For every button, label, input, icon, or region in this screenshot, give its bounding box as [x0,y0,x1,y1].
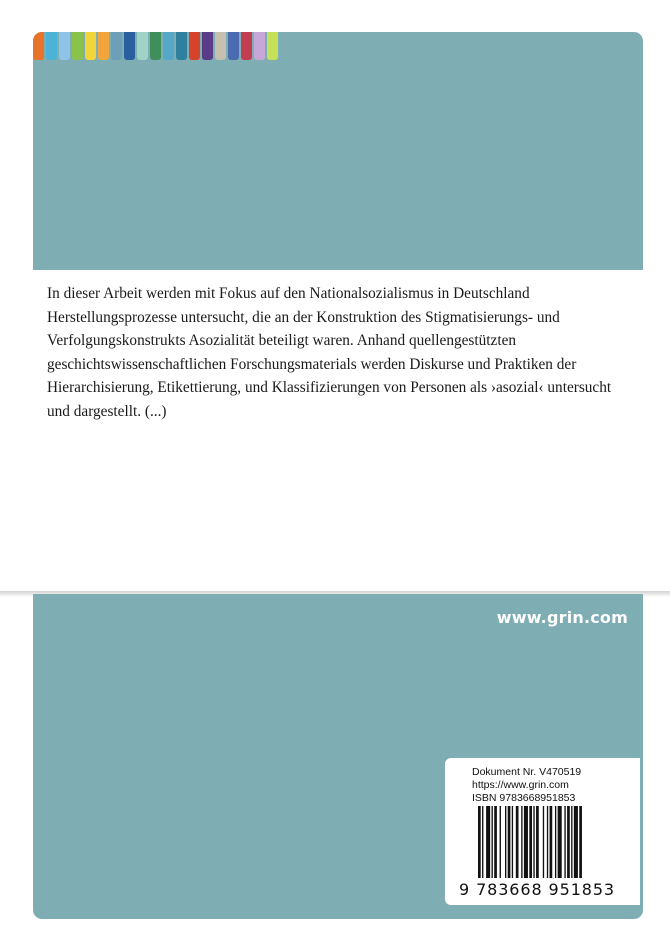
isbn-barcode [478,806,630,878]
document-number: Dokument Nr. V470519 [472,766,582,778]
spine-color-tab [85,32,96,60]
back-cover-blurb: In dieser Arbeit werden mit Fokus auf den Nationalsozialismus in Deutschland Herstellungsprozesse untersucht, die an der Konstruktion des Stigmatisierungs- und Verfolgungskonstrukts Asozialität beteiligt waren. Anhand quellengestützten geschichtswissenschaftlichen Forschungsmaterials werden Diskurse und Praktiken der Hierarchisierung, Etikettierung, und Klassifizierungen von Personen als ›asozial‹ untersucht und dargestellt. (...) [47,285,612,420]
barcode-digits: 9 783668 951853 [459,880,616,899]
spine-color-tab [254,32,265,60]
spine-color-tab [33,32,44,60]
spine-color-tab [137,32,148,60]
isbn-info-box [445,758,640,905]
document-url[interactable]: https://www.grin.com [472,779,569,791]
spine-color-tab [202,32,213,60]
spine-color-tab [124,32,135,60]
spine-color-tabs [33,32,280,60]
spine-color-tab [228,32,239,60]
spine-color-tab [150,32,161,60]
spine-color-tab [215,32,226,60]
top-cover-panel [33,32,643,270]
spine-color-tab [72,32,83,60]
isbn-number: ISBN 9783668951853 [472,792,576,804]
spine-color-tab [267,32,278,60]
spine-color-tab [98,32,109,60]
spine-color-tab [163,32,174,60]
spine-color-tab [111,32,122,60]
spine-color-tab [59,32,70,60]
publisher-website[interactable]: www.grin.com [496,608,628,627]
spine-color-tab [189,32,200,60]
spine-color-tab [46,32,57,60]
spine-color-tab [241,32,252,60]
spine-color-tab [176,32,187,60]
